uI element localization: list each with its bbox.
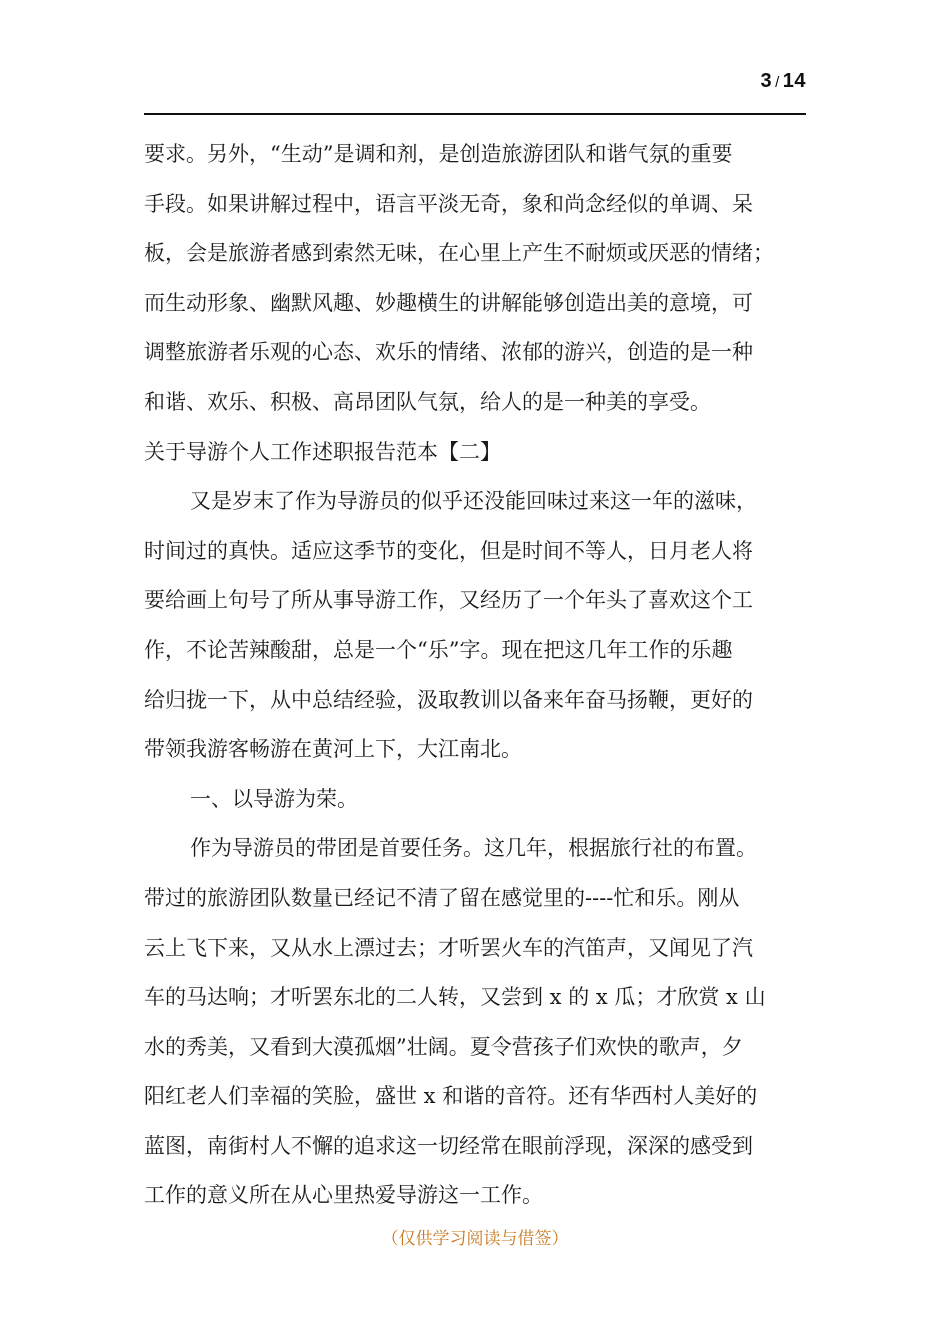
page-current: 3 — [760, 70, 773, 92]
body-line: 水的秀美，又看到大漠孤烟”壮阔。夏令营孩子们欢快的歌声，夕 — [144, 1034, 743, 1059]
body-line: 要求。另外，“生动”是调和剂，是创造旅游团队和谐气氛的重要 — [144, 142, 733, 166]
body-line: 云上飞下来，又从水上漂过去；才听罢火车的汽笛声，又闻见了汽 — [144, 935, 753, 960]
section-heading: 关于导游个人工作述职报告范本【二】 — [144, 439, 501, 464]
paragraph-first-line: 作为导游员的带团是首要任务。这几年，根据旅行社的布置。 — [190, 836, 757, 861]
body-line: 给归拢一下，从中总结经验，汲取教训以备来年奋马扬鞭，更好的 — [144, 687, 753, 712]
subheading: 一、以导游为荣。 — [190, 786, 358, 811]
page-separator: / — [775, 74, 780, 91]
page-number — [760, 70, 806, 93]
body-line: 蓝图，南街村人不懈的追求这一切经常在眼前浮现，深深的感受到 — [144, 1133, 753, 1158]
body-line: 工作的意义所在从心里热爱导游这一工作。 — [144, 1183, 543, 1208]
page-total: 14 — [782, 70, 806, 92]
header-rule — [144, 113, 806, 115]
body-line: 时间过的真快。适应这季节的变化，但是时间不等人，日月老人将 — [144, 538, 753, 563]
body-line: 而生动形象、幽默风趣、妙趣横生的讲解能够创造出美的意境，可 — [144, 290, 753, 315]
document-body — [144, 130, 814, 1221]
body-line: 阳红老人们幸福的笑脸，盛世 x 和谐的音符。还有华西村人美好的 — [144, 1084, 758, 1109]
paragraph-first-line: 又是岁末了作为导游员的似乎还没能回味过来这一年的滋味， — [190, 489, 757, 514]
body-line: 手段。如果讲解过程中，语言平淡无奇，象和尚念经似的单调、呆 — [144, 191, 753, 216]
body-line: 要给画上句号了所从事导游工作，又经历了一个年头了喜欢这个工 — [144, 588, 753, 613]
footer-note: （仅供学习阅读与借签） — [381, 1229, 569, 1249]
body-line: 带过的旅游团队数量已经记不清了留在感觉里的----忙和乐。刚从 — [144, 885, 740, 910]
body-line: 和谐、欢乐、积极、高昂团队气氛，给人的是一种美的享受。 — [144, 389, 711, 414]
body-line: 车的马达响；才听罢东北的二人转，又尝到 x 的 x 瓜；才欣赏 x 山 — [144, 985, 766, 1010]
body-line: 作，不论苦辣酸甜，总是一个“乐”字。现在把这几年工作的乐趣 — [144, 637, 733, 662]
body-line: 调整旅游者乐观的心态、欢乐的情绪、浓郁的游兴，创造的是一种 — [144, 340, 753, 365]
body-line: 带领我游客畅游在黄河上下，大江南北。 — [144, 737, 522, 762]
body-line: 板，会是旅游者感到索然无味，在心里上产生不耐烦或厌恶的情绪； — [144, 241, 774, 266]
